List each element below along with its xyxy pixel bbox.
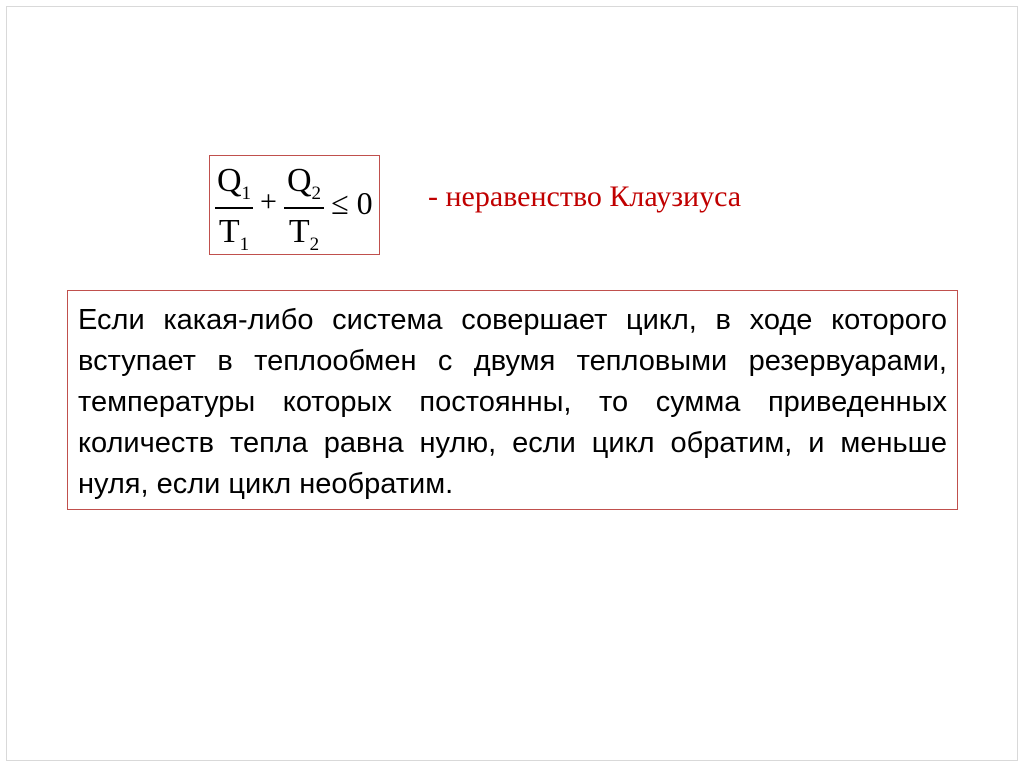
- q1-subscript: 1: [241, 183, 252, 204]
- less-or-equal-zero: ≤ 0: [331, 185, 373, 221]
- numerator-q1: [215, 164, 253, 203]
- t1-symbol: T: [218, 213, 240, 250]
- statement-text: Если какая-либо система совершает цикл, в ходе которого вступает в теплообмен с двумя тепловыми резервуарами, температуры которых постоянны, то сумма приведенных количеств тепла равна нулю, если цикл обратим, и меньше нуля, если цикл необратим.: [78, 304, 947, 500]
- denominator-t2: [284, 215, 324, 254]
- t2-subscript: 2: [309, 234, 320, 255]
- t2-symbol: T: [288, 213, 310, 250]
- fraction-q2-t2: [284, 164, 324, 254]
- q2-subscript: 2: [311, 183, 322, 204]
- fraction-bar-2: [284, 207, 324, 209]
- t1-subscript: 1: [239, 234, 250, 255]
- fraction-q1-t1: [215, 164, 253, 254]
- statement-box: [67, 290, 958, 510]
- clausius-formula-box: [209, 155, 380, 255]
- q2-symbol: Q: [286, 162, 312, 199]
- plus-sign: +: [260, 185, 277, 218]
- formula-label: - неравенство Клаузиуса: [428, 180, 742, 213]
- fraction-bar-1: [215, 207, 253, 209]
- denominator-t1: [215, 215, 253, 254]
- q1-symbol: Q: [216, 162, 242, 199]
- numerator-q2: [284, 164, 324, 203]
